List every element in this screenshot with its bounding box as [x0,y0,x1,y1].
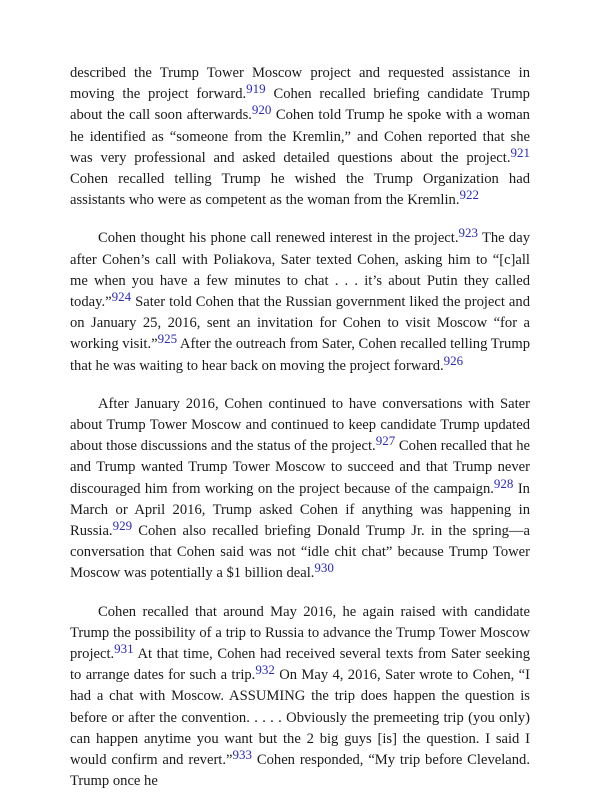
paragraph-2 [70,225,530,376]
footnote-ref[interactable]: 929 [112,518,133,534]
paragraph-text: Cohen recalled that around May 2016, he again raised with candidate Trump the possibility of a trip to Russia to advance the Trump Tower Moscow project. [70,603,530,663]
paragraph-1 [70,63,530,211]
footnote-ref[interactable]: 925 [157,331,178,347]
paragraph-text: In March or April 2016, Trump asked Cohen if anything was happening in Russia. [70,480,530,540]
paragraph-text: described the Trump Tower Moscow project and requested assistance in moving the project forward. [70,65,530,103]
footnote-ref[interactable]: 919 [246,81,266,97]
paragraph-text: The day after Cohen’s call with Poliakova, Sater texted Cohen, asking him to “[c]all me when you have a few minutes to chat . . . it’s about Putin they called today.” [70,230,530,311]
footnote-ref[interactable]: 924 [111,289,132,305]
paragraph-text: Cohen recalled briefing candidate Trump about the call soon afterwards. [70,86,530,124]
footnote-ref[interactable]: 932 [255,662,275,678]
footnote-ref[interactable]: 933 [232,747,252,763]
paragraph-text: Cohen responded, “My trip before Cleveland. Trump once he [70,752,530,790]
paragraph-text: After the outreach from Sater, Cohen recalled telling Trump that he was waiting to hear back on moving the project forward. [70,336,530,374]
paragraph-4 [70,602,530,793]
footnote-ref[interactable]: 921 [510,144,530,160]
footnote-ref[interactable]: 928 [493,475,514,491]
document-page [70,63,530,810]
paragraph-text: Sater told Cohen that the Russian government liked the project and on January 25, 2016, sent an invitation for Cohen to visit Moscow “for a working visit.” [70,294,530,353]
footnote-ref[interactable]: 926 [443,352,464,368]
footnote-ref[interactable]: 922 [459,187,479,203]
footnote-ref[interactable]: 920 [251,102,272,118]
footnote-ref[interactable]: 930 [314,560,334,576]
footnote-ref[interactable]: 923 [458,225,478,241]
paragraph-text: Cohen thought his phone call renewed interest in the project. [98,230,459,247]
footnote-ref[interactable]: 931 [114,641,134,657]
paragraph-text: At that time, Cohen had received several texts from Sater seeking to arrange dates for such a trip. [70,646,530,684]
paragraph-text: After January 2016, Cohen continued to have conversations with Sater about Trump Tower Moscow and continued to keep candidate Trump updated about those discussions and the status of the project. [70,395,530,455]
paragraph-3 [70,394,530,585]
footnote-ref[interactable]: 927 [375,433,396,449]
paragraph-text: Cohen told Trump he spoke with a woman he identified as “someone from the Kremlin,” and Cohen reported that she was very professional and asked detailed questions about the project. [70,107,530,166]
paragraph-text: On May 4, 2016, Sater wrote to Cohen, “I had a chat with Moscow. ASSUMING the trip does happen the question is before or after the convention. . . . . Obviously the premeeting trip (you only) can happen anytime you want but the 2 big guys [is] the question. I said I would confirm and revert.” [70,667,530,769]
paragraph-text: Cohen also recalled briefing Donald Trump Jr. in the spring—a conversation that Cohen said was not “idle chit chat” because Trump Tower Moscow was potentially a $1 billion deal. [70,523,530,582]
paragraph-text: Cohen recalled that he and Trump wanted Trump Tower Moscow to succeed and that Trump never discouraged him from working on the project because of the campaign. [70,438,531,497]
paragraph-text: Cohen recalled telling Trump he wished the Trump Organization had assistants who were as competent as the woman from the Kremlin. [70,171,530,209]
